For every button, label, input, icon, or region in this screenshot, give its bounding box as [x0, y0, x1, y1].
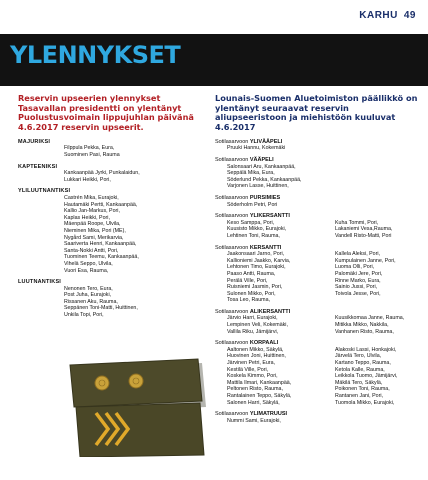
rank-heading — [215, 195, 420, 202]
person-name: Järvelä Tero, Ulvila, — [335, 353, 382, 360]
person-name: Keso Samppa, Pori, — [227, 219, 275, 226]
name-column — [227, 418, 327, 425]
name-list — [227, 164, 420, 190]
person-name: Ruisniemi Jasmin, Pori, — [227, 284, 283, 291]
person-name: Leikkola Tuomo, Jämijärvi, — [335, 373, 398, 380]
rank-prefix: Sotilasarvoon — [215, 157, 250, 163]
person-name: Rantalainen Teppo, Säkylä, — [227, 393, 292, 399]
person-name: Aaltonen Mikko, Säkylä, — [227, 346, 284, 353]
name-list — [64, 195, 206, 274]
person-name: Varjonen Lasse, Huittinen, — [227, 183, 289, 190]
rank-prefix: Sotilasarvoon — [215, 308, 250, 315]
rank-prefix: Sotilasarvoon — [215, 213, 250, 220]
name-list — [227, 347, 420, 406]
person-name: Suominen Pasi, Rauma — [64, 152, 120, 158]
title-banner — [0, 34, 428, 86]
shoulder-board-bottom — [76, 403, 204, 457]
name-list — [227, 202, 420, 209]
person-name: Poikonen Toni, Rauma, — [335, 386, 390, 393]
person-name: Vandell Risto-Matti, Pori — [335, 232, 392, 239]
person-name: Mäkilä Tero, Säkylä, — [335, 379, 383, 386]
person-name: Santa-Nokki Antti, Pori, — [64, 247, 119, 254]
person-name: Paaso Antti, Rauma, — [227, 270, 276, 277]
person-name: Vanhanen Risto, Rauma, — [335, 328, 394, 335]
person-name: Mattila Ilmari, Kankaanpää, — [227, 379, 292, 386]
person-name: Hautamäki Pertti, Kankaanpää, — [64, 201, 138, 208]
right-intro: Lounais-Suomen Aluetoimiston päällikkö on ylentänyt seuraavat reservin aliupseeristoon ja miehistöön kuuluvat 4.6.2017 — [215, 93, 418, 133]
insignia-photo — [62, 357, 210, 457]
person-name: Nenonen Tero, Eura, — [64, 285, 113, 292]
person-name: Kestilä Ville, Pori, — [227, 366, 269, 373]
name-column — [227, 220, 327, 240]
person-name: Peltonen Risto, Rauma, — [227, 386, 283, 393]
page-header — [359, 10, 416, 21]
name-column — [335, 315, 428, 335]
person-name: Järvio Harri, Eurajoki, — [227, 315, 278, 322]
person-name: Söderholm Petri, Pori — [227, 201, 278, 208]
right-column — [215, 94, 420, 424]
person-name: Lehtonen Timo, Eurajoki, — [227, 264, 286, 271]
person-name: Castrén Mika, Eurajoki, — [64, 194, 119, 201]
magazine-name: KARHU — [359, 10, 398, 21]
person-name: Kuusikkomaa Janne, Rauma, — [335, 315, 405, 322]
rank-heading — [215, 213, 420, 220]
rank-title: KORPAALI — [249, 340, 279, 347]
person-name: Lakaniemi Vesa,Rauma, — [335, 226, 393, 233]
person-name: Kankaanpää Jyrki, Punkalaidun, — [64, 170, 140, 177]
person-name: Tosa Leo, Rauma, — [227, 297, 270, 304]
person-name: Nummi Sami, Eurajoki, — [227, 417, 281, 424]
person-name: Kuusisto Mikko, Eurajoki, — [227, 226, 287, 233]
person-name: Kallioniemi Jaakko, Karvia, — [227, 257, 291, 264]
rank-heading — [215, 245, 420, 252]
name-column — [335, 347, 428, 406]
person-name: Rantanen Jani, Pori, — [335, 393, 383, 399]
name-column — [227, 202, 327, 209]
person-name: Tuomola Mikko, Eurajoki, — [335, 399, 395, 406]
rank-title: YLIMATRUUSI — [249, 411, 288, 418]
name-column — [227, 347, 327, 406]
person-name: Kuha Tommi, Pori, — [335, 219, 379, 226]
person-name: Mitikka Mikko, Nakkila, — [335, 322, 389, 329]
name-list — [64, 286, 206, 319]
person-name: Kumpulainen Janne, Pori, — [335, 257, 396, 264]
name-column — [335, 251, 428, 304]
rank-heading — [215, 411, 420, 418]
insignia-button — [129, 374, 143, 388]
name-list — [227, 315, 420, 335]
person-name: Seppälä Mika, Eura, — [227, 170, 275, 177]
person-name: Toivola Jesse, Pori, — [335, 290, 381, 297]
rank-heading — [215, 309, 420, 316]
person-name: Saariverta Henri, Kankaanpää, — [64, 241, 137, 248]
name-list — [64, 145, 206, 158]
person-name: Rinne Marko, Eura, — [335, 277, 381, 284]
person-name: Ketola Kalle, Rauma, — [335, 366, 385, 373]
name-column — [227, 315, 327, 335]
insignia-button — [95, 376, 109, 390]
name-list — [227, 145, 420, 152]
person-name: Kaplas Heikki, Pori, — [64, 214, 110, 221]
left-intro: Reservin upseerien ylennykset Tasavallan presidentti on ylentänyt Puolustusvoimain lippujuhlan päivänä 4.6.2017 reservin upseerit. — [18, 93, 194, 133]
person-name: Lehtinen Toni, Rauma, — [227, 232, 280, 239]
rank-title: PURSIMIES — [249, 194, 281, 201]
rank-heading — [215, 157, 420, 164]
person-name: Kallela Aleksi, Pori, — [335, 251, 381, 258]
person-name: Kartano Teppo, Rauma, — [335, 360, 391, 367]
person-name: Jaakonsaari Jarno, Pori, — [227, 251, 285, 258]
rank-heading: LUUTNANTIKSI — [18, 279, 62, 286]
name-list — [227, 220, 420, 240]
name-column — [335, 220, 428, 240]
person-name: Mäenpää Roope, Ulvila, — [64, 221, 121, 228]
rank-heading — [215, 139, 420, 146]
person-name: Salonsaari Aru, Kankaanpää, — [227, 163, 296, 170]
person-name: Vallila Riku, Jämijärvi, — [227, 328, 279, 335]
person-name: Kallio Jan-Markus, Pori, — [64, 208, 120, 215]
right-groups — [215, 139, 420, 425]
person-name: Vihelä Seppo, Ulvila, — [64, 260, 113, 267]
rank-title: KERSANTTI — [249, 244, 282, 251]
rank-title: VÄÄPELI — [249, 157, 274, 163]
name-list — [227, 251, 420, 304]
person-name: Vuori Esa, Rauma, — [64, 267, 109, 274]
person-name: Rissanen Aku, Rauma, — [64, 298, 118, 305]
rank-prefix: Sotilasarvoon — [215, 244, 250, 251]
rank-prefix: Sotilasarvoon — [215, 138, 250, 145]
rank-heading: MAJURIKSI — [18, 138, 51, 145]
rank-title: YLIVÄÄPELI — [249, 138, 283, 145]
rank-prefix: Sotilasarvoon — [215, 411, 250, 418]
left-column — [18, 94, 206, 319]
person-name: Järvinen Petri, Eura, — [227, 360, 275, 367]
name-column — [227, 164, 327, 190]
person-name: Tuominen Teemu, Kankaanpää, — [64, 254, 139, 261]
person-name: Sainio Jussi, Pori, — [335, 284, 378, 291]
person-name: Unkila Topi, Pori, — [64, 312, 104, 319]
name-list — [227, 418, 420, 425]
person-name: Lempinen Veli, Kokemäki, — [227, 322, 288, 329]
name-column — [227, 251, 327, 304]
page-number: 49 — [403, 10, 416, 21]
person-name: Perälä Ville, Pori, — [227, 277, 268, 284]
person-name: Pruuki Hannu, Kokemäki — [227, 145, 286, 152]
name-list — [64, 170, 206, 183]
rank-title: ALIKERSANTTI — [249, 308, 291, 315]
person-name: Nieminen Mika, Pori (ME), — [64, 227, 126, 234]
person-name: Nygård Sami, Merikarvia, — [64, 234, 124, 241]
name-column — [227, 145, 327, 152]
left-groups — [18, 139, 206, 319]
person-name: Koskela Kimmo, Pori, — [227, 373, 278, 380]
person-name: Seppänen Toni-Matti, Huittinen, — [64, 305, 138, 312]
rank-heading: YLILUUTNANTIKSI — [18, 188, 71, 195]
rank-heading — [215, 340, 420, 347]
person-name: Post Juha, Eurajoki, — [64, 292, 112, 299]
rank-title: YLIKERSANTTI — [249, 213, 290, 220]
person-name: Salonen Harri, Säkylä, — [227, 399, 280, 406]
person-name: Luoma Olli, Pori, — [335, 264, 375, 271]
person-name: Sulonen Mikko, Pori, — [227, 290, 276, 297]
rank-heading: KAPTEENIKSI — [18, 163, 58, 170]
rank-prefix: Sotilasarvoon — [215, 194, 250, 201]
person-name: Palomäki Jere, Pori, — [335, 270, 383, 277]
person-name: Lukkari Heikki, Pori, — [64, 176, 111, 183]
person-name: Alakoski Lassi, Honkajoki, — [335, 346, 397, 353]
person-name: Filppula Pekka, Eura, — [64, 145, 115, 152]
page-title: YLENNYKSET — [10, 41, 181, 69]
person-name: Huovinen Joni, Huittinen, — [227, 353, 286, 360]
rank-prefix: Sotilasarvoon — [215, 340, 250, 347]
person-name: Söderlund Pekka, Kankaanpää, — [227, 176, 302, 183]
